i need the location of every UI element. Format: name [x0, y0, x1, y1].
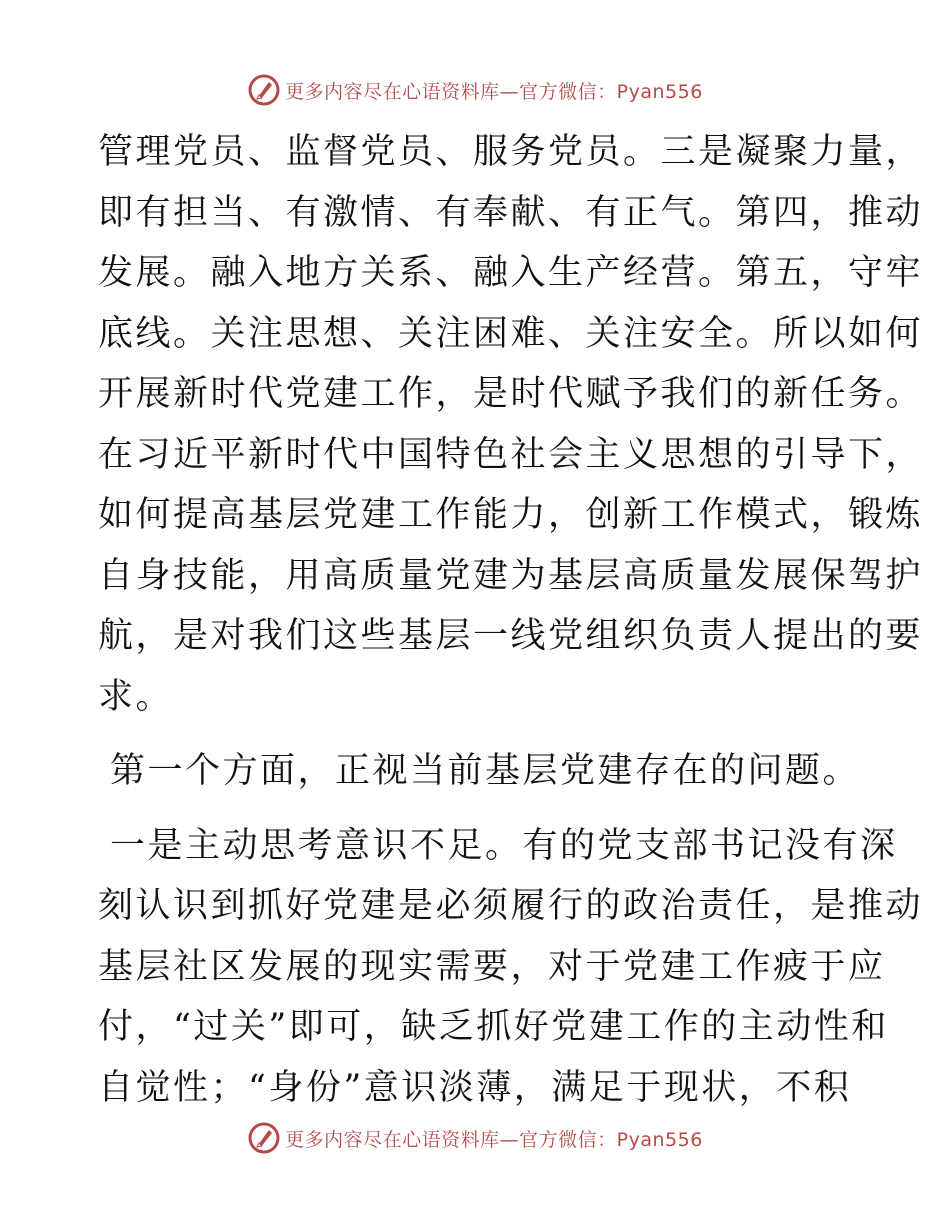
- text-line: 付，“过关”即可，缺乏抓好党建工作的主动性和: [98, 1007, 889, 1047]
- text-line: 在习近平新时代中国特色社会主义思想的引导下，: [98, 434, 924, 475]
- section-heading: [98, 741, 861, 802]
- text-line: 刻认识到抓好党建是必须履行的政治责任，是推动: [98, 886, 924, 926]
- text-line: 自身技能，用高质量党建为基层高质量发展保驾护: [98, 555, 924, 596]
- text-line: 一是主动思考意识不足。有的党支部书记没有深: [110, 825, 898, 866]
- pen-circle-logo-icon: [247, 73, 281, 107]
- text-line: 即有担当、有激情、有奉献、有正气。第四，推动: [98, 192, 924, 233]
- document-body: [98, 122, 924, 1118]
- pen-circle-logo-icon: [247, 1121, 281, 1155]
- paragraph-point-one: [98, 816, 924, 1119]
- text-line: 开展新时代党建工作，是时代赋予我们的新任务。: [98, 374, 924, 414]
- text-line: 如何提高基层党建工作能力，创新工作模式，锻炼: [98, 495, 924, 535]
- text-line: 基层社区发展的现实需要，对于党建工作疲于应: [98, 946, 886, 987]
- text-line: 自觉性；“身份”意识淡薄，满足于现状，不积: [98, 1067, 852, 1108]
- text-line: 航，是对我们这些基层一线党组织负责人提出的要: [98, 616, 924, 656]
- text-line: 第一个方面，正视当前基层党建存在的问题。: [110, 751, 861, 791]
- paragraph-continuation: [98, 122, 924, 727]
- text-line: 管理党员、监督党员、服务党员。三是凝聚力量，: [98, 132, 924, 172]
- text-line: 发展。融入地方关系、融入生产经营。第五，守牢: [98, 253, 924, 293]
- header-watermark: [0, 70, 950, 110]
- header-watermark-text: 更多内容尽在心语资料库—官方微信：Pyan556: [285, 80, 703, 103]
- text-line: 底线。关注思想、关注困难、关注安全。所以如何: [98, 313, 924, 354]
- text-line: 求。: [98, 676, 174, 717]
- footer-watermark-text: 更多内容尽在心语资料库—官方微信：Pyan556: [285, 1128, 703, 1151]
- footer-watermark: [0, 1118, 950, 1158]
